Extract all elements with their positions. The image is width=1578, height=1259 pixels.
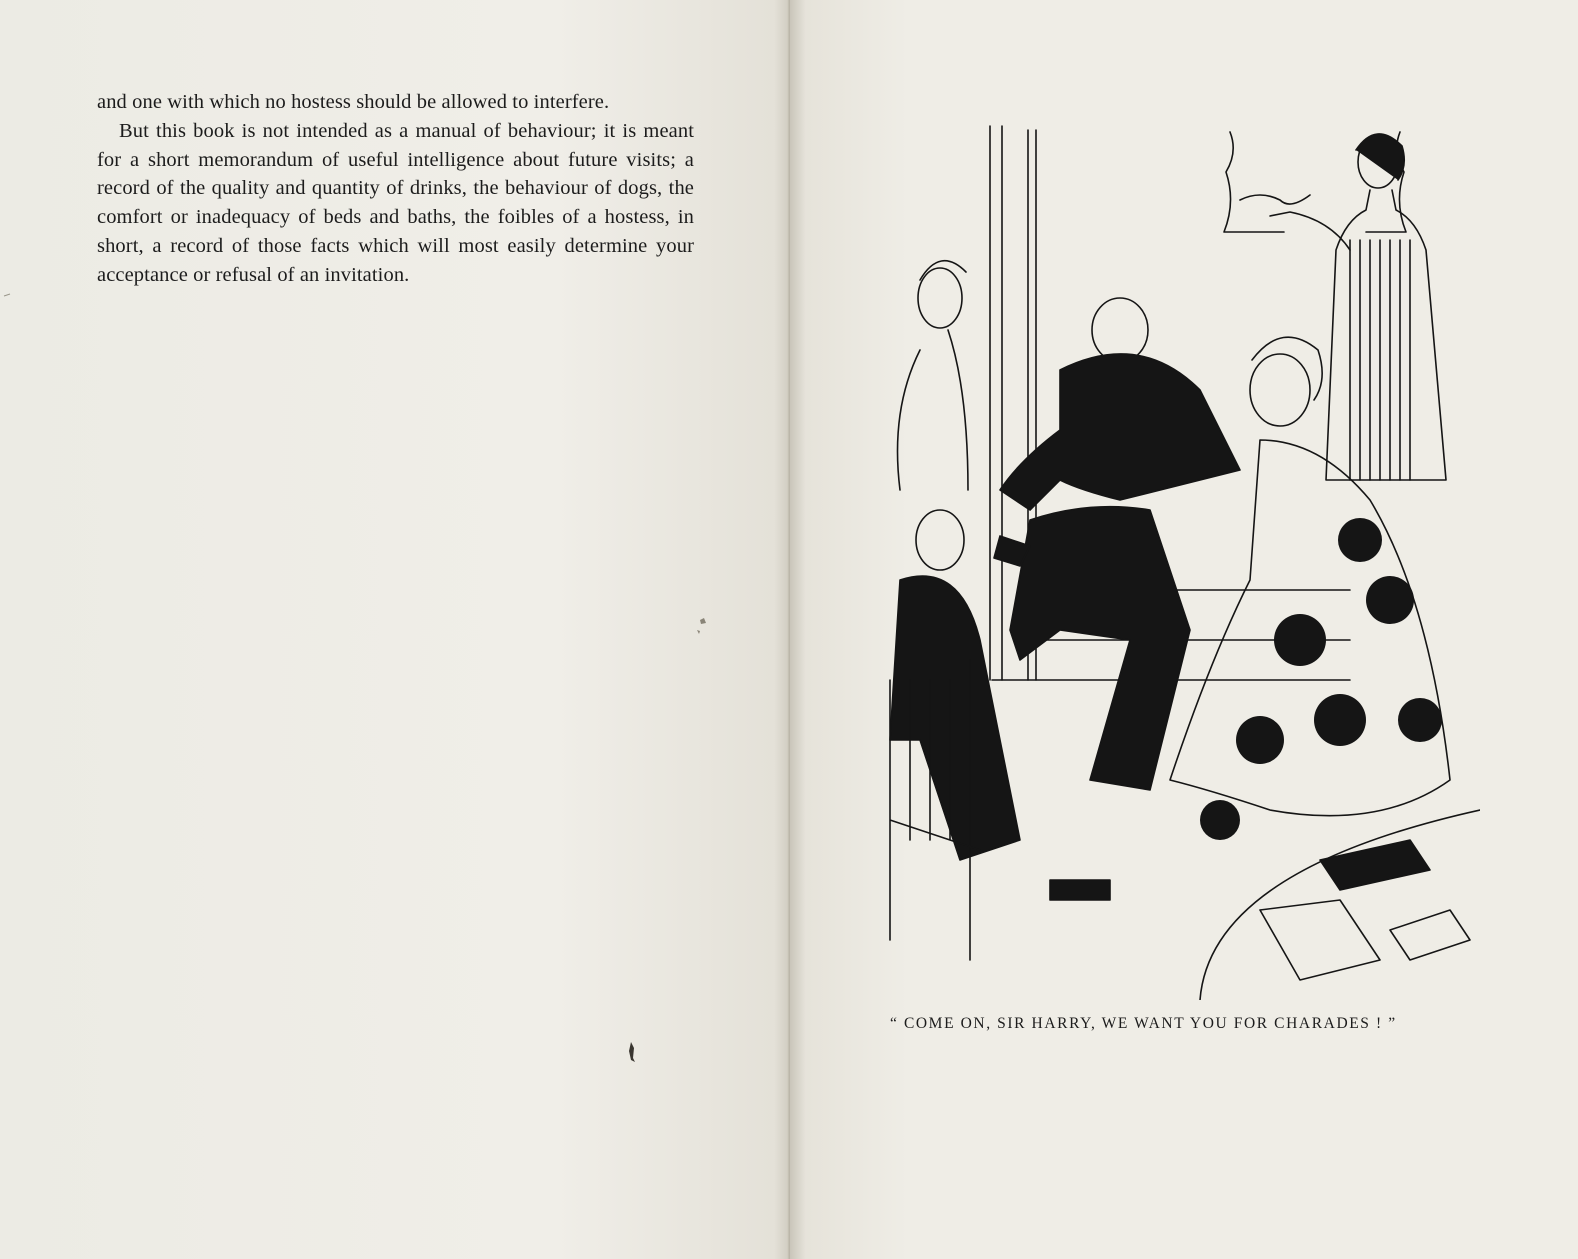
- illustration-caption: “ COME ON, SIR HARRY, WE WANT YOU FOR CHARADES ! ”: [890, 1015, 1397, 1032]
- paragraph-continuation: and one with which no hostess should be allowed to interfere.: [97, 91, 610, 113]
- cartoon-illustration: [880, 120, 1480, 1000]
- paragraph: But this book is not intended as a manual of behaviour; it is meant for a short memorandum of useful intelligence about future visits; a record of the quality and quantity of drinks, the behaviour of dogs, the comfort or inadequacy of beds and baths, the foibles of a hostess, in short, a record of those facts which will most easily determine your acceptance or refusal of an invitation.: [97, 119, 694, 286]
